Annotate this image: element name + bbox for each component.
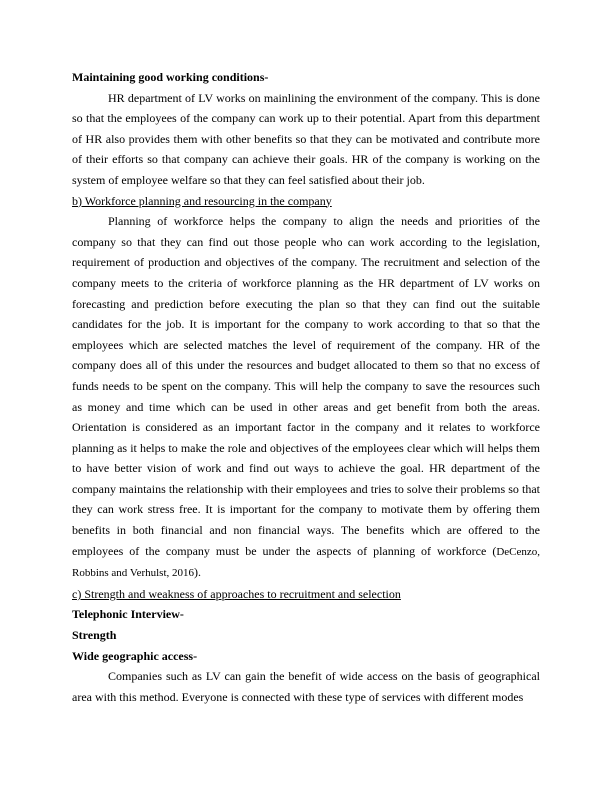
- subheading-strength-weakness: c) Strength and weakness of approaches to recruitment and selection: [72, 586, 401, 601]
- heading-telephonic-interview: Telephonic Interview-: [72, 607, 184, 622]
- citation: DeCenzo, Robbins and Verhulst, 2016: [72, 545, 540, 580]
- paragraph-working-conditions: HR department of LV works on mainlining the environment of the company. This is done so that the employees of the company can work up to their potential. Apart from this department of HR also provides them with other benefits so that they can be motivated and contribute more of their efforts so that company can achieve their goals. HR of the company is working on the system of employee welfare so that they can feel satisfied about their job.: [72, 90, 540, 187]
- document-page: [72, 67, 540, 707]
- paragraph-workforce-text: Planning of workforce helps the company to align the needs and priorities of the company so that they can find out those people who can work according to the legislation, requirement of production and objectives of the company. The recruitment and selection of the company meets to the criteria of workforce planning as the HR department of LV works on forecasting and prediction before executing the plan so that they can find out the suitable candidates for the job. It is important for the company to work according to that so that the employees which are selected matches the level of requirement of the company. HR of the company does all of this under the resources and budget allocated to them so that no excess of funds needs to be spent on the company. This will help the company to save the resources such as money and time which can be used in other areas and get benefit from both the areas. Orientation is considered as an important factor in the company and it relates to workforce planning as it helps to make the role and objectives of the employees clear which will helps them to have better vision of work and find out ways to achieve the goal. HR department of the company maintains the relationship with their employees and tries to solve their problems so that they can work stress free. It is important for the company to motivate them by offering them benefits in both financial and non financial ways. The benefits which are offered to the employees of the company must be under the aspects of planning of workforce (: [72, 214, 540, 558]
- heading-strength: Strength: [72, 628, 117, 643]
- subheading-workforce-planning: b) Workforce planning and resourcing in the company: [72, 193, 332, 208]
- citation-close: ).: [194, 565, 202, 580]
- paragraph-workforce-planning: [72, 211, 540, 584]
- heading-wide-geographic-access: Wide geographic access-: [72, 648, 198, 663]
- paragraph-geographic-access: Companies such as LV can gain the benefit of wide access on the basis of geographical area with this method. Everyone is connected with these type of services with different modes: [72, 669, 540, 704]
- heading-working-conditions: Maintaining good working conditions-: [72, 70, 269, 84]
